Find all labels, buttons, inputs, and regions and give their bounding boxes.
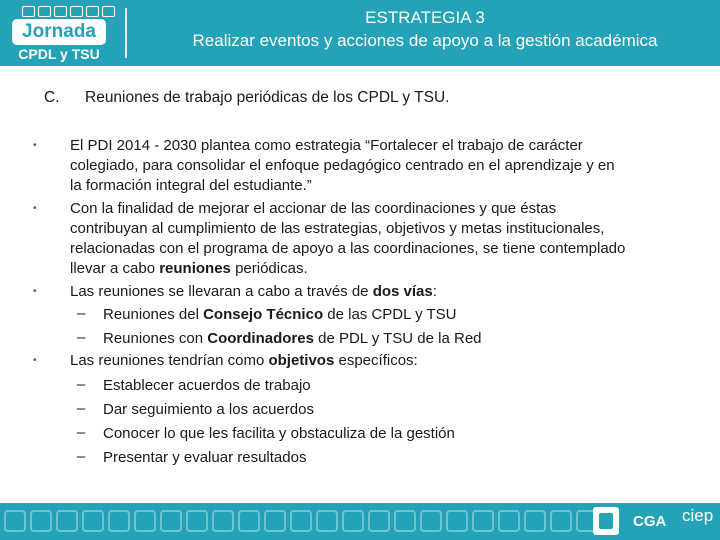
sub-item: Dar seguimiento a los acuerdos bbox=[103, 401, 314, 418]
dash-icon: – bbox=[77, 305, 86, 322]
sub-item: Conocer lo que les facilita y obstaculiza de la gestión bbox=[103, 425, 455, 442]
bullet-2-line-2: contribuyan al cumplimiento de las estrategias, objetivos y metas institucionales, bbox=[70, 220, 605, 237]
bullet-2-line-1: Con la finalidad de mejorar el accionar de las coordinaciones y que éstas bbox=[70, 200, 557, 217]
dash-icon: – bbox=[77, 329, 86, 346]
sub-item: Reuniones del Consejo Técnico de las CPDL y TSU bbox=[103, 306, 457, 323]
bullet-4-text: Las reuniones tendrían como objetivos específicos: bbox=[70, 352, 418, 369]
bullet-1-line-3: la formación integral del estudiante.” bbox=[70, 177, 312, 194]
logo-subtext: CPDL y TSU bbox=[18, 46, 100, 62]
logo-text: Jornada bbox=[12, 19, 106, 45]
footer-bar bbox=[0, 503, 720, 540]
header-divider bbox=[125, 8, 127, 58]
section-heading: Reuniones de trabajo periódicas de los CPDL y TSU. bbox=[85, 89, 450, 106]
ciep-logo: ciep bbox=[682, 506, 714, 525]
bullet-icon: • bbox=[33, 355, 37, 366]
cga-logo: CGA bbox=[633, 513, 667, 530]
university-seal-logo bbox=[593, 507, 619, 535]
footer-pattern bbox=[4, 510, 598, 532]
bullet-3-text: Las reuniones se llevaran a cabo a través de dos vías: bbox=[70, 283, 437, 300]
bullet-1-line-2: colegiado, para consolidar el enfoque pedagógico centrado en el aprendizaje y en bbox=[70, 157, 615, 174]
bullet-2-line-3: relacionadas con el programa de apoyo a las coordinaciones, se tiene contemplado bbox=[70, 240, 626, 257]
bullet-icon: • bbox=[33, 286, 37, 297]
section-letter: C. bbox=[44, 89, 60, 106]
sub-item: Reuniones con Coordinadores de PDL y TSU de la Red bbox=[103, 330, 482, 347]
dash-icon: – bbox=[77, 400, 86, 417]
bullet-2-line-4: llevar a cabo reuniones periódicas. bbox=[70, 260, 308, 277]
title-line-1: ESTRATEGIA 3 bbox=[365, 8, 485, 27]
sub-item: Establecer acuerdos de trabajo bbox=[103, 377, 311, 394]
dash-icon: – bbox=[77, 376, 86, 393]
sub-item: Presentar y evaluar resultados bbox=[103, 449, 307, 466]
title-line-2: Realizar eventos y acciones de apoyo a la gestión académica bbox=[192, 31, 658, 50]
bullet-icon: • bbox=[33, 140, 37, 151]
bullet-1-line-1: El PDI 2014 - 2030 plantea como estrategia “Fortalecer el trabajo de carácter bbox=[70, 137, 583, 154]
header-bar bbox=[0, 0, 720, 66]
jornada-logo bbox=[8, 6, 126, 60]
dash-icon: – bbox=[77, 448, 86, 465]
slide-title bbox=[130, 6, 720, 52]
bullet-icon: • bbox=[33, 203, 37, 214]
logo-icons bbox=[22, 6, 115, 17]
dash-icon: – bbox=[77, 424, 86, 441]
